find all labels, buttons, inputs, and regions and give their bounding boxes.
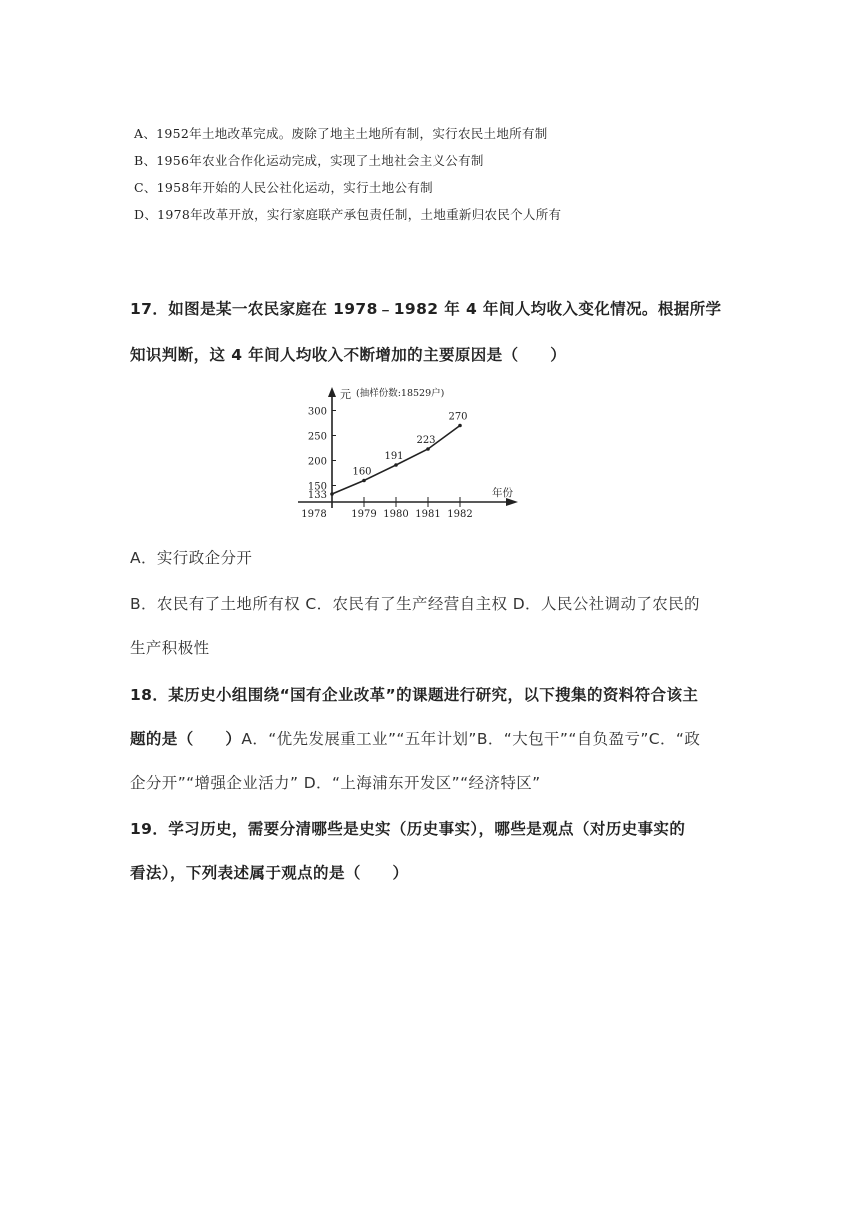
q16-option-d: D、1978年改革开放，实行家庭联产承包责任制，土地重新归农民个人所有 <box>134 207 562 222</box>
y-unit-label: 元 <box>340 388 351 401</box>
q17-option-a: A．实行政企分开 <box>130 549 253 567</box>
q18-line2-options: A．“优先发展重工业”“五年计划”B．“大包干”“自负盈亏”C．“政 <box>241 730 701 748</box>
q16-option-a: A、1952年土地改革完成。废除了地主土地所有制，实行农民土地所有制 <box>134 126 548 141</box>
y-base-label: 133 <box>307 490 327 501</box>
x-tick-label: 1979 <box>351 509 377 520</box>
q17-options-bcd-line2: 生产积极性 <box>130 639 210 657</box>
data-point <box>394 463 398 467</box>
y-tick-label: 200 <box>307 456 327 468</box>
q18-line3: 企分开”“增强企业活力” D．“上海浦东开发区”“经济特区” <box>130 774 541 792</box>
q19-line2: 看法），下列表述属于观点的是（ ） <box>130 864 409 882</box>
q18-line2-stem: 题的是（ ） <box>130 730 242 748</box>
x-tick-label: 1982 <box>447 509 473 520</box>
data-label: 191 <box>384 451 404 462</box>
y-axis-arrow <box>328 387 336 397</box>
q18-line1: 18．某历史小组围绕“国有企业改革”的课题进行研究，以下搜集的资料符合该主 <box>130 686 699 704</box>
data-point <box>426 447 430 451</box>
y-tick-label: 250 <box>307 431 327 443</box>
x-tick-label: 1978 <box>301 509 327 520</box>
q17-stem-line1: 17．如图是某一农民家庭在 1978﹣1982 年 4 年间人均收入变化情况。根据所学 <box>130 300 722 318</box>
x-unit-label: 年份 <box>492 487 513 499</box>
data-label: 270 <box>448 411 468 423</box>
data-label: 223 <box>416 435 436 446</box>
income-line-chart <box>296 378 526 524</box>
x-tick-label: 1980 <box>383 509 409 520</box>
y-tick-label: 300 <box>307 406 327 418</box>
q16-option-b: B、1956年农业合作化运动完成，实现了土地社会主义公有制 <box>134 153 484 168</box>
data-point <box>330 492 334 496</box>
x-tick-label: 1981 <box>415 509 441 520</box>
data-point <box>362 479 366 483</box>
x-axis-arrow <box>506 498 518 506</box>
y-tick-label: 150 <box>307 481 327 493</box>
q17-stem-line2: 知识判断，这 4 年间人均收入不断增加的主要原因是（ ） <box>130 346 567 364</box>
q19-line1: 19．学习历史，需要分清哪些是史实（历史事实），哪些是观点（对历史事实的 <box>130 820 686 838</box>
q16-option-c: C、1958年开始的人民公社化运动，实行土地公有制 <box>134 180 433 195</box>
data-point <box>458 424 462 428</box>
q17-options-bcd-line1: B．农民有了土地所有权 C．农民有了生产经营自主权 D．人民公社调动了农民的 <box>130 595 700 613</box>
sample-annotation: (抽样份数:18529户) <box>356 388 445 399</box>
q18-line2 <box>130 727 700 749</box>
data-label: 160 <box>352 466 372 478</box>
